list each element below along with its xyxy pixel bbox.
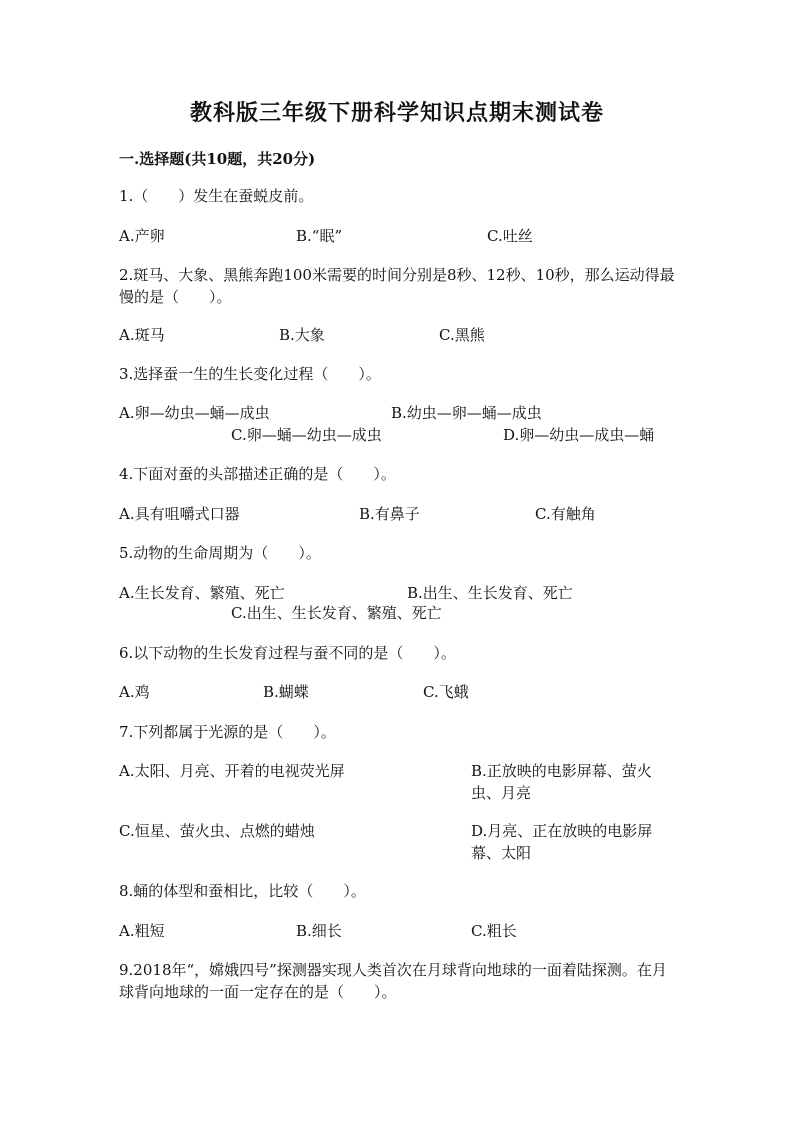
question-7-stem: 7.下列都属于光源的是（ ）。 [119, 723, 336, 741]
question-4-stem: 4.下面对蚕的头部描述正确的是（ ）。 [119, 465, 396, 483]
question-3-stem: 3.选择蚕一生的生长变化过程（ ）。 [119, 365, 381, 383]
question-8-stem: 8.蛹的体型和蚕相比，比较（ ）。 [119, 882, 366, 900]
question-6-option-c: C.飞蛾 [423, 683, 469, 701]
question-5-stem: 5.动物的生命周期为（ ）。 [119, 544, 321, 562]
question-5-option-c: C.出生、生长发育、繁殖、死亡 [231, 604, 442, 622]
question-6-stem: 6.以下动物的生长发育过程与蚕不同的是（ ）。 [119, 644, 456, 662]
question-8-option-a: A.粗短 [119, 922, 165, 940]
question-2-option-a: A.斑马 [119, 326, 165, 344]
question-5-option-a: A.生长发育、繁殖、死亡 [119, 584, 285, 602]
question-5-option-b: B.出生、生长发育、死亡 [407, 584, 573, 602]
question-1-stem: 1.（ ）发生在蚕蜕皮前。 [119, 187, 314, 205]
question-6-option-b: B.蝴蝶 [263, 683, 309, 701]
question-3-option-d: D.卵—幼虫—成虫—蛹 [503, 426, 655, 444]
question-3-option-a: A.卵—幼虫—蛹—成虫 [119, 404, 270, 422]
question-2-option-b: B.大象 [279, 326, 325, 344]
question-2-option-c: C.黑熊 [439, 326, 485, 344]
question-9-stem: 9.2018年“，嫦娥四号”探测器实现人类首次在月球背向地球的一面着陆探测。在月球背向地球的一面一定存在的是（ ）。 [119, 961, 667, 1001]
question-1-option-b: B.“眠” [296, 227, 343, 245]
page-title: 教科版三年级下册科学知识点期末测试卷 [189, 100, 604, 126]
question-2-stem: 2.斑马、大象、黑熊奔跑100米需要的时间分别是8秒、12秒、10秒，那么运动得最慢的是（ ）。 [119, 266, 675, 306]
question-4-option-a: A.具有咀嚼式口器 [119, 505, 240, 523]
question-7-option-a: A.太阳、月亮、开着的电视荧光屏 [119, 762, 345, 780]
question-1-option-a: A.产卵 [119, 227, 165, 245]
question-3-option-b: B.幼虫—卵—蛹—成虫 [391, 404, 542, 422]
question-4-option-c: C.有触角 [535, 505, 596, 523]
question-7-option-d: D.月亮、正在放映的电影屏幕、太阳 [471, 822, 653, 862]
question-3-option-c: C.卵—蛹—幼虫—成虫 [231, 426, 382, 444]
question-1-option-c: C.吐丝 [487, 227, 533, 245]
question-4-option-b: B.有鼻子 [359, 505, 420, 523]
section-heading: 一.选择题(共10题，共20分) [119, 150, 316, 168]
question-7-option-c: C.恒星、萤火虫、点燃的蜡烛 [119, 822, 315, 840]
question-7-option-b: B.正放映的电影屏幕、萤火虫、月亮 [471, 762, 652, 802]
question-8-option-c: C.粗长 [471, 922, 517, 940]
question-8-option-b: B.细长 [296, 922, 342, 940]
question-6-option-a: A.鸡 [119, 683, 150, 701]
